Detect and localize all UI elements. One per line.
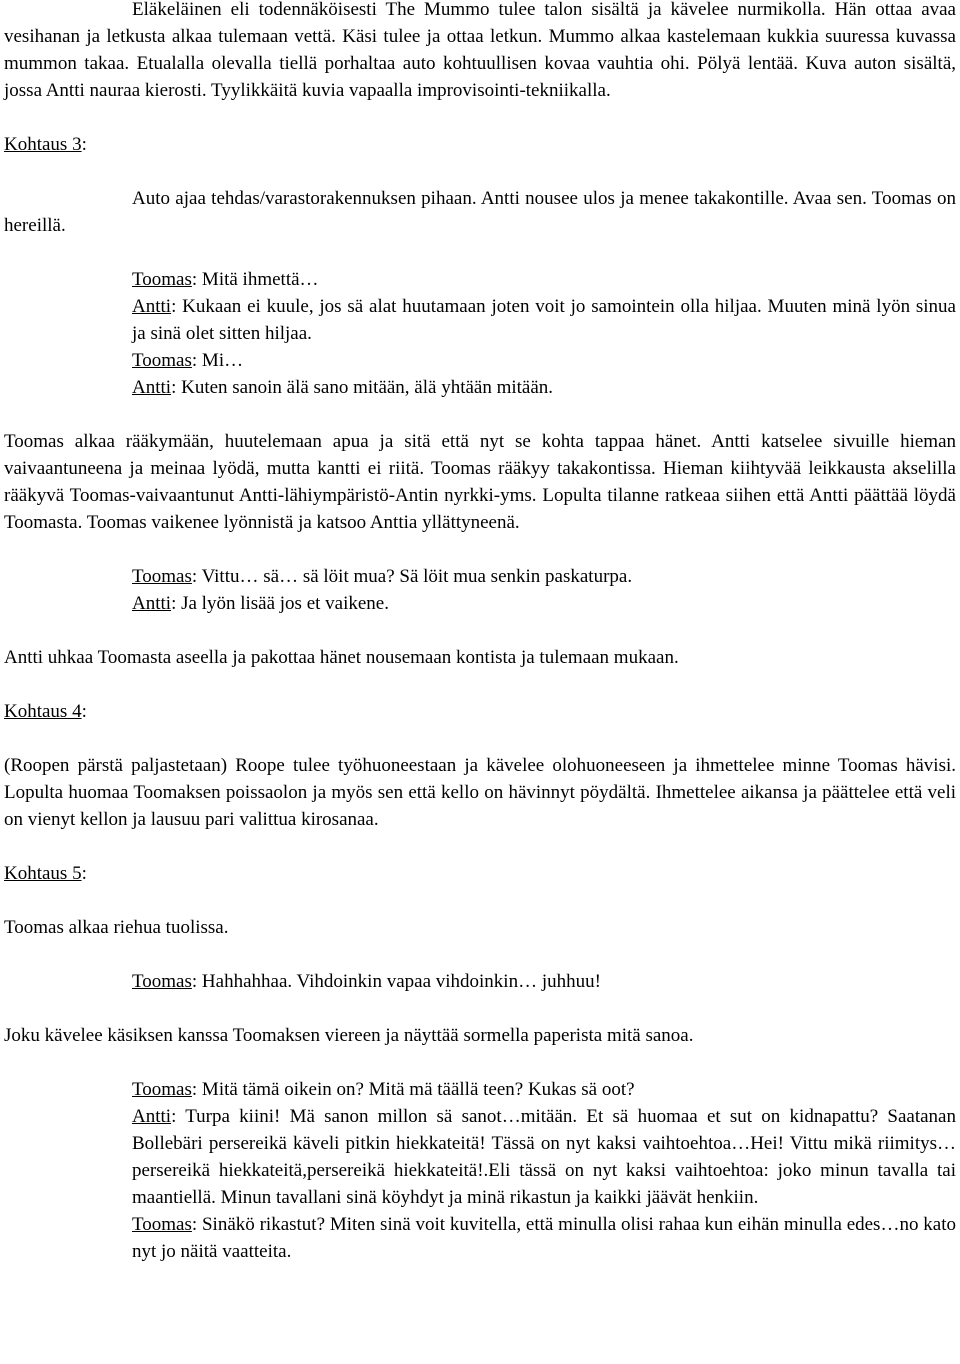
scene5-heading-text: Kohtaus 5: [4, 863, 82, 884]
scene3-paragraph-2: Toomas alkaa rääkymään, huutelemaan apua ja sitä että nyt se kohta tappaa hänet. Antti katselee sivuille hieman vaivaantuneena ja meinaa lyödä, mutta kantti ei riitä. Toomas rääkyy takakontissa. Hieman kiihtyvää leikkausta akselilla rääkyvä Toomas-vaivaantunut Antti-lähiympäristö-Antin nyrkki-yms. Lopulta tilanne ratkeaa siihen että Antti päättää löydä Toomasta. Toomas vaikenee lyönnistä ja katsoo Anttia yllättyneenä.: [4, 431, 956, 533]
speaker-name: Toomas: [132, 971, 192, 992]
dialog-line: [132, 563, 956, 590]
speaker-name: Antti: [132, 296, 172, 317]
scene3-heading-text: Kohtaus 3: [4, 134, 82, 155]
dialog-text: : Hahhahhaa. Vihdoinkin vapaa vihdoinkin… juhhuu!: [191, 971, 601, 992]
scene3-dialog-2: [4, 563, 956, 617]
dialog-line: [132, 968, 956, 995]
speaker-name: Toomas: [132, 269, 192, 290]
speaker-name: Toomas: [132, 566, 192, 587]
dialog-line: [132, 266, 956, 293]
scene3-paragraph-1: Auto ajaa tehdas/varastorakennuksen pihaan. Antti nousee ulos ja menee takakontille. Avaa sen. Toomas on hereillä.: [4, 188, 956, 236]
speaker-name: Toomas: [132, 1214, 192, 1235]
dialog-line: [132, 374, 956, 401]
scene4-heading: Kohtaus 4:: [4, 701, 87, 722]
scene5-dialog-1: [4, 968, 956, 995]
dialog-text: : Kuten sanoin älä sano mitään, älä yhtään mitään.: [171, 377, 554, 398]
speaker-name: Antti: [132, 1106, 172, 1127]
dialog-text: : Turpa kiini! Mä sanon millon sä sanot…mitään. Et sä huomaa et sut on kidnapattu? Saatanan Bollebäri persereikä käveli pitkin hiekkateitä! Tässä on nyt kaksi vaihtoehtoa…Hei! Vittu mikä riimitys…persereikä hiekkateitä,persereikä hiekkateitä!.Eli tässä on nyt kaksi vaihtoehtoa: joko minun tavalla tai maantiellä. Minun tavallani sinä köyhdyt ja minä rikastun ja kaikki jäävät henkiin.: [132, 1106, 956, 1208]
scene4-heading-text: Kohtaus 4: [4, 701, 82, 722]
scene4-paragraph-1: (Roopen pärstä paljastetaan) Roope tulee työhuoneestaan ja kävelee olohuoneeseen ja ihmettelee minne Toomas hävisi. Lopulta huomaa Toomaksen poissaolon ja myös sen että kello on hävinnyt pöydältä. Ihmettelee aikansa ja päättelee että veli on vienyt kellon ja lausuu pari valittua kirosanaa.: [4, 755, 956, 830]
speaker-name: Antti: [132, 377, 172, 398]
dialog-line: [132, 347, 956, 374]
scene5-dialog-2: [4, 1076, 956, 1265]
dialog-line: [132, 293, 956, 347]
dialog-line: [132, 1103, 956, 1211]
scene3-heading: Kohtaus 3:: [4, 134, 87, 155]
dialog-text: : Ja lyön lisää jos et vaikene.: [171, 593, 389, 614]
dialog-line: [132, 1076, 956, 1103]
scene3-paragraph-3: Antti uhkaa Toomasta aseella ja pakottaa hänet nousemaan kontista ja tulemaan mukaan.: [4, 647, 679, 668]
dialog-line: [132, 590, 956, 617]
dialog-text: : Mitä ihmettä…: [191, 269, 319, 290]
dialog-text: : Mi…: [191, 350, 244, 371]
intro-paragraph: Eläkeläinen eli todennäköisesti The Mummo tulee talon sisältä ja kävelee nurmikolla. Hän ottaa avaa vesihanan ja letkusta alkaa tulemaan vettä. Käsi tulee ja ottaa letkun. Mummo alkaa kastelemaan kukkia suuressa kuvassa mummon takaa. Etualalla olevalla tiellä porhaltaa auto kohtuullisen kovaa vauhtia ohi. Pölyä lentää. Kuva auton sisältä, jossa Antti nauraa kierosti. Tyylikkäitä kuvia vapaalla improvisointi-tekniikalla.: [4, 0, 956, 101]
speaker-name: Antti: [132, 593, 172, 614]
speaker-name: Toomas: [132, 1079, 192, 1100]
dialog-text: : Kukaan ei kuule, jos sä alat huutamaan joten voit jo samointein olla hiljaa. Muuten minä lyön sinua ja sinä olet sitten hiljaa.: [132, 296, 956, 344]
dialog-text: : Sinäkö rikastut? Miten sinä voit kuvitella, että minulla olisi rahaa kun eihän minulla edes…no kato nyt jo näitä vaatteita.: [132, 1214, 956, 1262]
dialog-text: : Mitä tämä oikein on? Mitä mä täällä teen? Kukas sä oot?: [191, 1079, 635, 1100]
document-page: [4, 0, 956, 1265]
scene3-dialog-1: [4, 266, 956, 401]
scene5-heading: Kohtaus 5:: [4, 863, 87, 884]
dialog-text: : Vittu… sä… sä löit mua? Sä löit mua senkin paskaturpa.: [191, 566, 633, 587]
speaker-name: Toomas: [132, 350, 192, 371]
scene5-paragraph-1: Toomas alkaa riehua tuolissa.: [4, 917, 229, 938]
dialog-line: [132, 1211, 956, 1265]
scene5-paragraph-2: Joku kävelee käsiksen kanssa Toomaksen viereen ja näyttää sormella paperista mitä sanoa.: [4, 1025, 694, 1046]
